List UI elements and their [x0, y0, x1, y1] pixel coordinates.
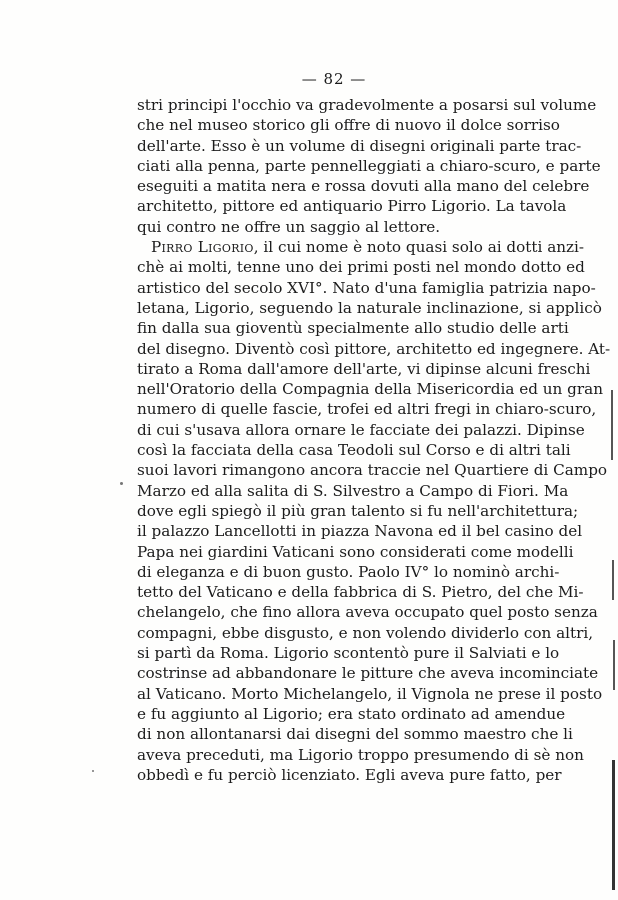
text-line: il palazzo Lancellotti in piazza Navona ed il bel casino del: [137, 522, 583, 541]
scan-edge-mark: [612, 560, 614, 600]
text-line: e fu aggiunto al Ligorio; era stato ordinato ad amendue: [137, 704, 566, 723]
scan-speck: [92, 770, 94, 772]
text-line: suoi lavori rimangono ancora traccie nel Quartiere di Campo: [137, 461, 608, 480]
text-line: del disegno. Diventò così pittore, architetto ed ingegnere. At-: [137, 339, 611, 358]
text-line: architetto, pittore ed antiquario Pirro Ligorio. La tavola: [137, 197, 567, 216]
text-line: stri principi l'occhio va gradevolmente a posarsi sul volume: [137, 96, 597, 114]
text-line: obbedì e fu perciò licenziato. Egli aveva pure fatto, per: [137, 765, 562, 784]
text-line: artistico del secolo XVI°. Nato d'una famiglia patrizia napo-: [137, 278, 596, 297]
text-line: che nel museo storico gli offre di nuovo il dolce sorriso: [137, 116, 560, 135]
text-line: tirato a Roma dall'amore dell'arte, vi dipinse alcuni freschi: [137, 359, 591, 378]
text-line: nell'Oratorio della Compagnia della Misericordia ed un gran: [137, 380, 603, 399]
text-line: costrinse ad abbandonare le pitture che aveva incominciate: [137, 664, 599, 683]
text-line: compagni, ebbe disgusto, e non volendo dividerlo con altri,: [137, 623, 594, 642]
text-line: si partì da Roma. Ligorio scontentò pure il Salviati e lo: [137, 644, 560, 663]
scan-edge-mark: [613, 640, 615, 690]
text-line: tetto del Vaticano e della fabbrica di S. Pietro, del che Mi-: [137, 583, 584, 602]
text-line: numero di quelle fascie, trofei ed altri fregi in chiaro-scuro,: [137, 400, 597, 419]
text-line: dove egli spiegò il più gran talento si fu nell'architettura;: [137, 501, 579, 520]
scan-edge-mark: [612, 760, 615, 890]
text-line: aveva preceduti, ma Ligorio troppo presumendo di sè non: [137, 745, 584, 764]
text-line: eseguiti a matita nera e rossa dovuti alla mano del celebre: [137, 177, 590, 196]
scan-edge-mark: [611, 390, 613, 460]
text-line: così la facciata della casa Teodoli sul Corso e di altri tali: [137, 441, 571, 460]
text-line: fin dalla sua gioventù specialmente allo studio delle arti: [137, 319, 569, 338]
text-line: chè ai molti, tenne uno dei primi posti nel mondo dotto ed: [137, 258, 585, 277]
text-line: di non allontanarsi dai disegni del sommo maestro che li: [137, 725, 573, 744]
text-line: di cui s'usava allora ornare le facciate dei palazzi. Dipinse: [137, 420, 585, 439]
page-number: — 82 —: [301, 70, 367, 88]
paragraph-opening-line: [137, 237, 585, 257]
text-line: letana, Ligorio, seguendo la naturale inclinazione, si applicò: [137, 298, 602, 317]
person-name-small-caps: Pirro Ligorio: [151, 238, 254, 257]
scan-speck: [120, 482, 123, 485]
body-text: [137, 95, 611, 785]
text-line: Papa nei giardini Vaticani sono considerati come modelli: [137, 542, 574, 561]
text-line: al Vaticano. Morto Michelangelo, il Vignola ne prese il posto: [137, 684, 603, 703]
text-line: di eleganza e di buon gusto. Paolo IV° lo nominò archi-: [137, 562, 560, 581]
text-fragment: , il cui nome è noto quasi solo ai dotti anzi-: [253, 238, 585, 257]
text-line: qui contro ne offre un saggio al lettore.: [137, 217, 441, 236]
text-line: Marzo ed alla salita di S. Silvestro a Campo di Fiori. Ma: [137, 481, 569, 500]
text-line: ciati alla penna, parte pennelleggiati a chiaro-scuro, e parte: [137, 156, 601, 175]
text-line: dell'arte. Esso è un volume di disegni originali parte trac-: [137, 136, 582, 155]
text-line: chelangelo, che fino allora aveva occupato quel posto senza: [137, 603, 598, 622]
